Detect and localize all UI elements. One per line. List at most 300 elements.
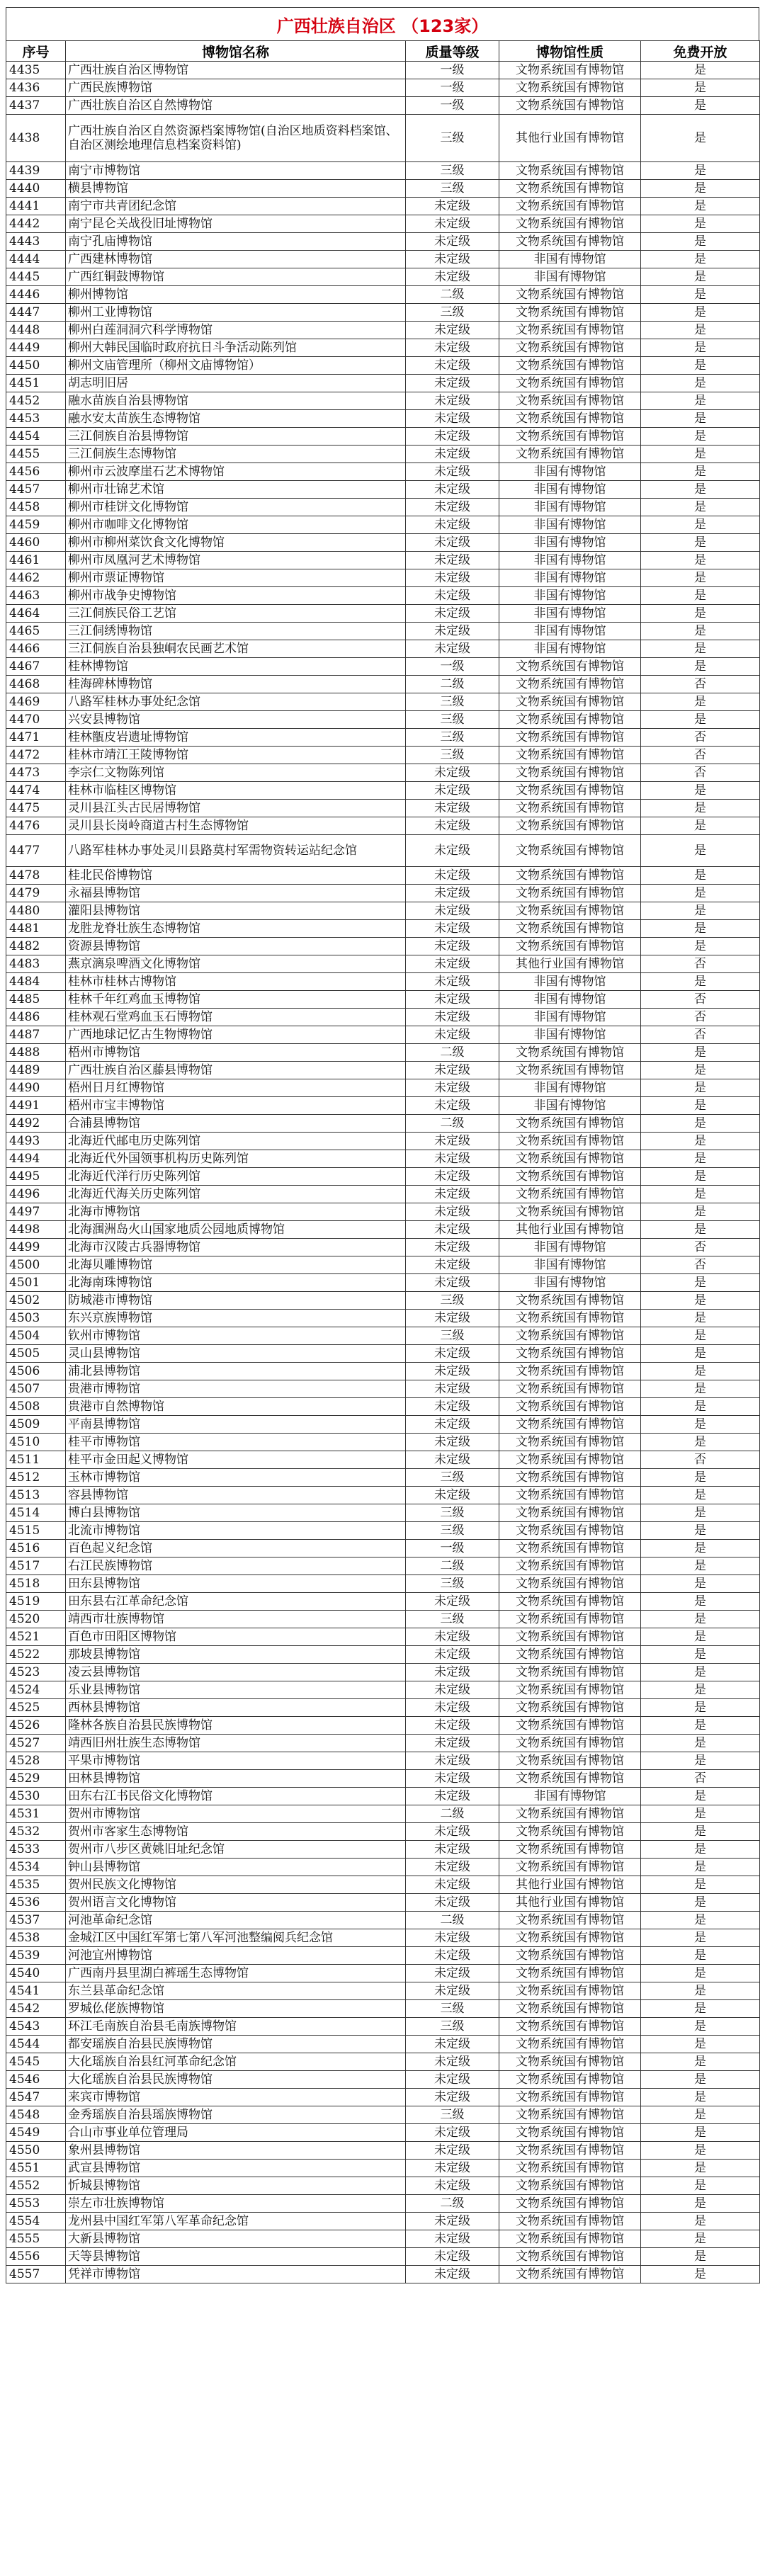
cell-index: 4439 (6, 162, 66, 180)
cell-index: 4539 (6, 1947, 66, 1965)
cell-free: 是 (641, 569, 760, 587)
cell-free: 是 (641, 1611, 760, 1628)
cell-index: 4483 (6, 955, 66, 973)
cell-grade: 未定级 (406, 938, 499, 955)
cell-type: 文物系统国有博物馆 (499, 1646, 641, 1664)
table-row (6, 2036, 760, 2053)
cell-name: 浦北县博物馆 (66, 1363, 406, 1380)
cell-free: 是 (641, 2089, 760, 2106)
cell-index: 4535 (6, 1876, 66, 1894)
cell-index: 4444 (6, 251, 66, 268)
cell-type: 文物系统国有博物馆 (499, 322, 641, 339)
cell-free: 是 (641, 516, 760, 534)
cell-free: 是 (641, 587, 760, 605)
cell-type: 文物系统国有博物馆 (499, 304, 641, 322)
cell-name: 桂林千年红鸡血玉博物馆 (66, 991, 406, 1009)
table-row (6, 676, 760, 693)
cell-grade: 未定级 (406, 1859, 499, 1876)
cell-index: 4551 (6, 2160, 66, 2177)
cell-type: 文物系统国有博物馆 (499, 180, 641, 198)
cell-type: 文物系统国有博物馆 (499, 1133, 641, 1150)
cell-index: 4533 (6, 1841, 66, 1859)
cell-grade: 未定级 (406, 1239, 499, 1256)
cell-free: 是 (641, 1947, 760, 1965)
cell-type: 文物系统国有博物馆 (499, 1752, 641, 1770)
cell-grade: 未定级 (406, 885, 499, 902)
table-row (6, 991, 760, 1009)
cell-grade: 未定级 (406, 1664, 499, 1681)
cell-free: 否 (641, 1239, 760, 1256)
cell-type: 文物系统国有博物馆 (499, 1593, 641, 1611)
cell-free: 是 (641, 2195, 760, 2213)
cell-grade: 三级 (406, 304, 499, 322)
cell-name: 资源县博物馆 (66, 938, 406, 955)
cell-index: 4537 (6, 1912, 66, 1929)
cell-grade: 未定级 (406, 534, 499, 552)
cell-free: 是 (641, 1557, 760, 1575)
cell-name: 北海近代外国领事机构历史陈列馆 (66, 1150, 406, 1168)
cell-free: 是 (641, 1079, 760, 1097)
table-row (6, 2230, 760, 2248)
cell-index: 4524 (6, 1681, 66, 1699)
cell-name: 凭祥市博物馆 (66, 2266, 406, 2283)
cell-name: 桂北民俗博物馆 (66, 867, 406, 885)
cell-free: 是 (641, 251, 760, 268)
cell-index: 4543 (6, 2018, 66, 2036)
cell-free: 是 (641, 1681, 760, 1699)
cell-free: 是 (641, 1203, 760, 1221)
table-row (6, 481, 760, 499)
cell-name: 象州县博物馆 (66, 2142, 406, 2160)
cell-name: 钦州市博物馆 (66, 1327, 406, 1345)
cell-type: 其他行业国有博物馆 (499, 955, 641, 973)
cell-free: 是 (641, 711, 760, 729)
cell-name: 柳州白莲洞洞穴科学博物馆 (66, 322, 406, 339)
cell-grade: 未定级 (406, 1168, 499, 1186)
cell-grade: 未定级 (406, 867, 499, 885)
cell-name: 柳州工业博物馆 (66, 304, 406, 322)
table-row (6, 79, 760, 97)
cell-index: 4503 (6, 1310, 66, 1327)
table-row (6, 1504, 760, 1522)
cell-index: 4523 (6, 1664, 66, 1681)
cell-grade: 未定级 (406, 1310, 499, 1327)
table-row (6, 1150, 760, 1168)
cell-type: 文物系统国有博物馆 (499, 1168, 641, 1186)
cell-index: 4489 (6, 1062, 66, 1079)
cell-index: 4557 (6, 2266, 66, 2283)
cell-grade: 未定级 (406, 339, 499, 357)
cell-index: 4509 (6, 1416, 66, 1434)
cell-free: 是 (641, 885, 760, 902)
cell-name: 永福县博物馆 (66, 885, 406, 902)
cell-free: 是 (641, 1859, 760, 1876)
table-row (6, 339, 760, 357)
cell-type: 文物系统国有博物馆 (499, 1044, 641, 1062)
cell-name: 龙州县中国红军第八军革命纪念馆 (66, 2213, 406, 2230)
cell-index: 4484 (6, 973, 66, 991)
cell-index: 4442 (6, 215, 66, 233)
table-row (6, 1929, 760, 1947)
table-row (6, 268, 760, 286)
cell-grade: 未定级 (406, 268, 499, 286)
cell-free: 是 (641, 1398, 760, 1416)
table-row (6, 1079, 760, 1097)
cell-name: 燕京漓泉啤酒文化博物馆 (66, 955, 406, 973)
cell-type: 非国有博物馆 (499, 1274, 641, 1292)
cell-name: 合山市事业单位管理局 (66, 2124, 406, 2142)
cell-free: 是 (641, 1823, 760, 1841)
cell-grade: 三级 (406, 2000, 499, 2018)
cell-free: 是 (641, 428, 760, 446)
cell-index: 4513 (6, 1487, 66, 1504)
cell-type: 文物系统国有博物馆 (499, 1416, 641, 1434)
table-row (6, 1664, 760, 1681)
table-row (6, 1965, 760, 1982)
cell-name: 广西民族博物馆 (66, 79, 406, 97)
table-row (6, 800, 760, 817)
cell-type: 文物系统国有博物馆 (499, 1150, 641, 1168)
cell-name: 梧州市博物馆 (66, 1044, 406, 1062)
cell-free: 是 (641, 2248, 760, 2266)
cell-index: 4449 (6, 339, 66, 357)
cell-name: 桂林市临桂区博物馆 (66, 782, 406, 800)
cell-grade: 一级 (406, 97, 499, 115)
table-row (6, 2160, 760, 2177)
cell-free: 是 (641, 1504, 760, 1522)
table-row (6, 764, 760, 782)
cell-name: 广西壮族自治区藤县博物馆 (66, 1062, 406, 1079)
cell-grade: 未定级 (406, 1398, 499, 1416)
table-row (6, 1274, 760, 1292)
table-row (6, 1894, 760, 1912)
cell-name: 八路军桂林办事处灵川县路莫村军需物资转运站纪念馆 (66, 835, 406, 867)
cell-index: 4505 (6, 1345, 66, 1363)
cell-free: 是 (641, 286, 760, 304)
table-row (6, 902, 760, 920)
cell-grade: 未定级 (406, 902, 499, 920)
cell-grade: 未定级 (406, 991, 499, 1009)
cell-free: 是 (641, 1982, 760, 2000)
cell-grade: 未定级 (406, 1699, 499, 1717)
cell-type: 文物系统国有博物馆 (499, 1823, 641, 1841)
table-row (6, 1256, 760, 1274)
cell-name: 北海近代洋行历史陈列馆 (66, 1168, 406, 1186)
cell-type: 文物系统国有博物馆 (499, 1504, 641, 1522)
cell-index: 4461 (6, 552, 66, 569)
cell-type: 文物系统国有博物馆 (499, 1770, 641, 1788)
cell-type: 非国有博物馆 (499, 1097, 641, 1115)
table-row (6, 1557, 760, 1575)
cell-name: 大化瑶族自治县红河革命纪念馆 (66, 2053, 406, 2071)
cell-free: 是 (641, 1735, 760, 1752)
cell-name: 凌云县博物馆 (66, 1664, 406, 1681)
cell-grade: 未定级 (406, 428, 499, 446)
table-row (6, 1239, 760, 1256)
table-row (6, 115, 760, 162)
cell-name: 柳州文庙管理所（柳州文庙博物馆） (66, 357, 406, 375)
cell-type: 文物系统国有博物馆 (499, 2266, 641, 2283)
cell-grade: 二级 (406, 1912, 499, 1929)
cell-free: 是 (641, 1699, 760, 1717)
cell-grade: 未定级 (406, 1009, 499, 1026)
table-row (6, 1345, 760, 1363)
cell-index: 4544 (6, 2036, 66, 2053)
cell-type: 文物系统国有博物馆 (499, 1965, 641, 1982)
cell-type: 文物系统国有博物馆 (499, 1982, 641, 2000)
table-row (6, 693, 760, 711)
table-row (6, 885, 760, 902)
cell-free: 是 (641, 1221, 760, 1239)
cell-name: 北流市博物馆 (66, 1522, 406, 1540)
table-row (6, 1115, 760, 1133)
cell-index: 4553 (6, 2195, 66, 2213)
cell-grade: 未定级 (406, 2124, 499, 2142)
cell-index: 4446 (6, 286, 66, 304)
cell-free: 是 (641, 268, 760, 286)
cell-index: 4436 (6, 79, 66, 97)
cell-grade: 未定级 (406, 1717, 499, 1735)
cell-free: 是 (641, 1487, 760, 1504)
cell-free: 是 (641, 2124, 760, 2142)
cell-free: 是 (641, 499, 760, 516)
cell-grade: 未定级 (406, 587, 499, 605)
museum-list-sheet (6, 7, 759, 2283)
cell-name: 柳州大韩民国临时政府抗日斗争活动陈列馆 (66, 339, 406, 357)
cell-name: 贺州语言文化博物馆 (66, 1894, 406, 1912)
table-row (6, 2213, 760, 2230)
cell-name: 广西建林博物馆 (66, 251, 406, 268)
cell-name: 广西红铜鼓博物馆 (66, 268, 406, 286)
table-row (6, 534, 760, 552)
cell-free: 是 (641, 938, 760, 955)
cell-free: 是 (641, 1115, 760, 1133)
cell-index: 4547 (6, 2089, 66, 2106)
cell-index: 4478 (6, 867, 66, 885)
cell-grade: 未定级 (406, 1841, 499, 1859)
table-row (6, 920, 760, 938)
cell-name: 桂平市金田起义博物馆 (66, 1451, 406, 1469)
cell-index: 4507 (6, 1380, 66, 1398)
cell-type: 文物系统国有博物馆 (499, 162, 641, 180)
table-row (6, 97, 760, 115)
cell-index: 4534 (6, 1859, 66, 1876)
cell-type: 文物系统国有博物馆 (499, 747, 641, 764)
table-row (6, 1044, 760, 1062)
cell-index: 4466 (6, 640, 66, 658)
cell-grade: 未定级 (406, 623, 499, 640)
cell-type: 文物系统国有博物馆 (499, 215, 641, 233)
table-row (6, 817, 760, 835)
cell-name: 那坡县博物馆 (66, 1646, 406, 1664)
cell-grade: 未定级 (406, 1434, 499, 1451)
cell-index: 4556 (6, 2248, 66, 2266)
cell-grade: 三级 (406, 1327, 499, 1345)
cell-index: 4541 (6, 1982, 66, 2000)
table-row (6, 410, 760, 428)
cell-free: 是 (641, 1168, 760, 1186)
cell-name: 北海涠洲岛火山国家地质公园地质博物馆 (66, 1221, 406, 1239)
cell-grade: 未定级 (406, 817, 499, 835)
cell-grade: 未定级 (406, 1097, 499, 1115)
cell-name: 西林县博物馆 (66, 1699, 406, 1717)
cell-name: 容县博物馆 (66, 1487, 406, 1504)
cell-grade: 未定级 (406, 1894, 499, 1912)
cell-grade: 一级 (406, 62, 499, 79)
table-row (6, 1646, 760, 1664)
cell-free: 是 (641, 552, 760, 569)
cell-free: 否 (641, 676, 760, 693)
cell-grade: 未定级 (406, 233, 499, 251)
cell-grade: 未定级 (406, 2230, 499, 2248)
cell-free: 是 (641, 2160, 760, 2177)
cell-index: 4532 (6, 1823, 66, 1841)
cell-name: 南宁市共青团纪念馆 (66, 198, 406, 215)
cell-type: 非国有博物馆 (499, 516, 641, 534)
cell-index: 4476 (6, 817, 66, 835)
cell-name: 忻城县博物馆 (66, 2177, 406, 2195)
cell-index: 4465 (6, 623, 66, 640)
cell-type: 文物系统国有博物馆 (499, 2000, 641, 2018)
table-row (6, 463, 760, 481)
table-row (6, 973, 760, 991)
cell-type: 文物系统国有博物馆 (499, 1203, 641, 1221)
table-row (6, 1186, 760, 1203)
cell-type: 文物系统国有博物馆 (499, 1398, 641, 1416)
cell-type: 文物系统国有博物馆 (499, 1186, 641, 1203)
cell-grade: 未定级 (406, 2071, 499, 2089)
cell-free: 是 (641, 2106, 760, 2124)
cell-free: 是 (641, 1664, 760, 1681)
cell-name: 来宾市博物馆 (66, 2089, 406, 2106)
table-row (6, 658, 760, 676)
table-row (6, 1398, 760, 1416)
cell-index: 4542 (6, 2000, 66, 2018)
cell-name: 龙胜龙脊壮族生态博物馆 (66, 920, 406, 938)
cell-type: 文物系统国有博物馆 (499, 446, 641, 463)
table-row (6, 1469, 760, 1487)
cell-free: 否 (641, 1009, 760, 1026)
cell-free: 是 (641, 817, 760, 835)
cell-type: 文物系统国有博物馆 (499, 1628, 641, 1646)
cell-free: 是 (641, 2036, 760, 2053)
cell-index: 4504 (6, 1327, 66, 1345)
cell-free: 是 (641, 1575, 760, 1593)
cell-free: 是 (641, 800, 760, 817)
cell-index: 4531 (6, 1805, 66, 1823)
cell-index: 4463 (6, 587, 66, 605)
cell-name: 南宁市博物馆 (66, 162, 406, 180)
cell-name: 李宗仁文物陈列馆 (66, 764, 406, 782)
cell-free: 是 (641, 180, 760, 198)
cell-name: 灌阳县博物馆 (66, 902, 406, 920)
table-row (6, 711, 760, 729)
cell-index: 4445 (6, 268, 66, 286)
cell-grade: 未定级 (406, 1681, 499, 1699)
cell-grade: 未定级 (406, 1752, 499, 1770)
cell-type: 其他行业国有博物馆 (499, 1221, 641, 1239)
cell-grade: 未定级 (406, 1646, 499, 1664)
cell-grade: 未定级 (406, 1079, 499, 1097)
table-row (6, 1593, 760, 1611)
cell-grade: 三级 (406, 711, 499, 729)
table-row (6, 1947, 760, 1965)
cell-name: 平果市博物馆 (66, 1752, 406, 1770)
cell-index: 4508 (6, 1398, 66, 1416)
cell-type: 非国有博物馆 (499, 1239, 641, 1256)
cell-name: 右江民族博物馆 (66, 1557, 406, 1575)
cell-type: 文物系统国有博物馆 (499, 2071, 641, 2089)
cell-type: 文物系统国有博物馆 (499, 938, 641, 955)
cell-type: 文物系统国有博物馆 (499, 2036, 641, 2053)
cell-free: 是 (641, 2053, 760, 2071)
cell-type: 非国有博物馆 (499, 1026, 641, 1044)
table-body (6, 62, 760, 2283)
cell-name: 融水苗族自治县博物馆 (66, 392, 406, 410)
cell-type: 文物系统国有博物馆 (499, 2177, 641, 2195)
cell-index: 4491 (6, 1097, 66, 1115)
cell-grade: 未定级 (406, 1186, 499, 1203)
cell-index: 4468 (6, 676, 66, 693)
cell-name: 桂海碑林博物馆 (66, 676, 406, 693)
cell-free: 是 (641, 1752, 760, 1770)
cell-type: 文物系统国有博物馆 (499, 79, 641, 97)
cell-free: 是 (641, 1841, 760, 1859)
cell-grade: 三级 (406, 115, 499, 162)
cell-grade: 二级 (406, 286, 499, 304)
cell-name: 桂林市桂林古博物馆 (66, 973, 406, 991)
cell-name: 柳州市咖啡文化博物馆 (66, 516, 406, 534)
cell-free: 是 (641, 1434, 760, 1451)
table-row (6, 1770, 760, 1788)
cell-index: 4459 (6, 516, 66, 534)
cell-index: 4456 (6, 463, 66, 481)
cell-free: 否 (641, 1451, 760, 1469)
cell-index: 4516 (6, 1540, 66, 1557)
cell-type: 文物系统国有博物馆 (499, 2195, 641, 2213)
cell-grade: 未定级 (406, 1062, 499, 1079)
table-row (6, 1363, 760, 1380)
cell-type: 文物系统国有博物馆 (499, 357, 641, 375)
table-row (6, 2089, 760, 2106)
cell-grade: 未定级 (406, 2160, 499, 2177)
cell-index: 4467 (6, 658, 66, 676)
cell-name: 广西壮族自治区自然资源档案博物馆(自治区地质资料档案馆、自治区测绘地理信息档案资料馆) (66, 115, 406, 162)
table-row (6, 835, 760, 867)
cell-grade: 未定级 (406, 605, 499, 623)
cell-free: 是 (641, 1522, 760, 1540)
cell-index: 4493 (6, 1133, 66, 1150)
cell-index: 4496 (6, 1186, 66, 1203)
cell-grade: 三级 (406, 747, 499, 764)
cell-free: 是 (641, 1310, 760, 1327)
cell-type: 其他行业国有博物馆 (499, 115, 641, 162)
cell-type: 非国有博物馆 (499, 587, 641, 605)
cell-grade: 三级 (406, 1522, 499, 1540)
cell-free: 是 (641, 2266, 760, 2283)
cell-name: 桂平市博物馆 (66, 1434, 406, 1451)
cell-grade: 三级 (406, 729, 499, 747)
table-row (6, 1487, 760, 1504)
cell-type: 非国有博物馆 (499, 481, 641, 499)
cell-free: 是 (641, 1363, 760, 1380)
cell-index: 4462 (6, 569, 66, 587)
cell-free: 否 (641, 955, 760, 973)
cell-free: 是 (641, 375, 760, 392)
table-row (6, 623, 760, 640)
cell-free: 是 (641, 463, 760, 481)
cell-type: 文物系统国有博物馆 (499, 2018, 641, 2036)
